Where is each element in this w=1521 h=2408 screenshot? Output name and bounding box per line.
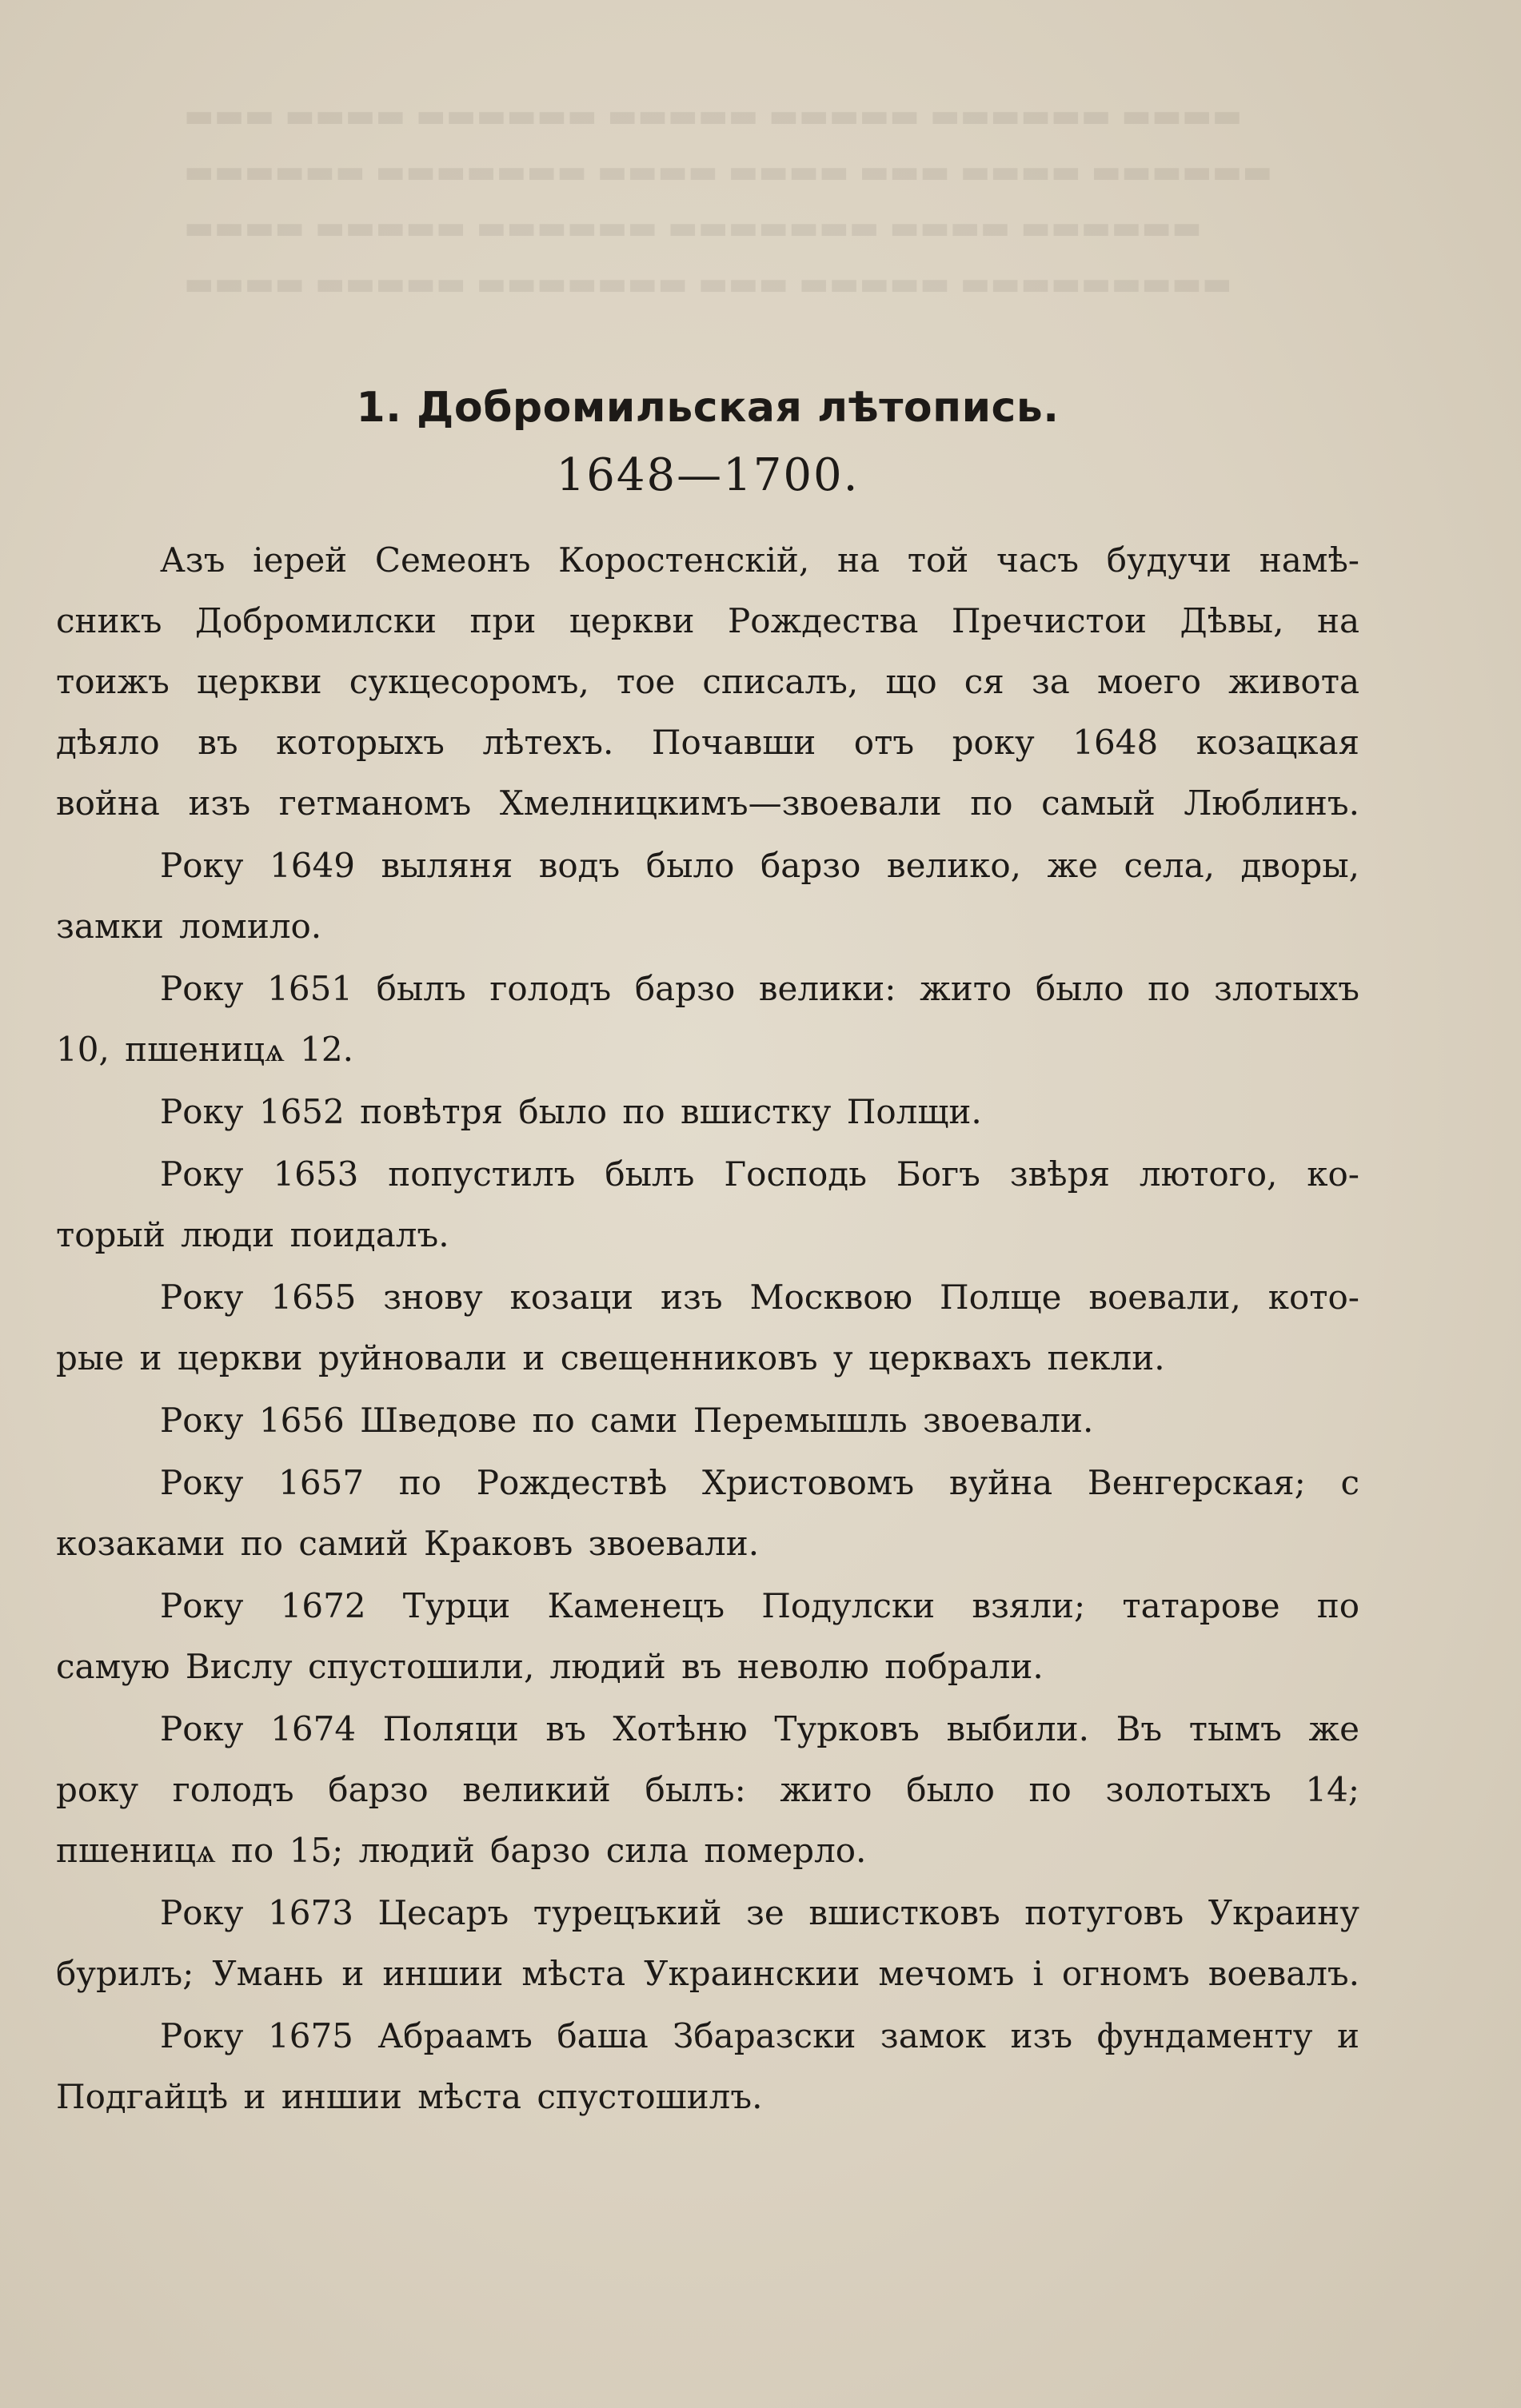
text-line: Року 1657 по Рождествѣ Христовомъ вуйна Венгерская; с [160,1463,1359,1502]
paragraph [56,1267,1359,1389]
text-line: Року 1673 Цесаръ турецъкий зе вшистковъ потуговъ Украину [160,1893,1359,1932]
paragraph [56,1144,1359,1266]
paragraph [56,2006,1359,2127]
text-line: война изъ гетманомъ Хмелницкимъ—звоевали по самый Люблинъ. [56,783,1359,823]
text-line: Року 1652 повѣтря было по вшистку Полщи. [160,1092,982,1131]
paragraph [56,1390,1359,1451]
text-line: замки ломило. [56,907,322,946]
text-line: тоижъ церкви сукцесоромъ, тое списалъ, що ся за моего живота [56,662,1359,701]
paragraph [56,1453,1359,1574]
text-line: Року 1655 знову козаци изъ Москвою Полще воевали, кото- [160,1278,1359,1317]
text-line: рые и церкви руйновали и свещенниковъ у церквахъ пекли. [56,1338,1165,1377]
text-line: торый люди поидалъ. [56,1215,449,1254]
show-through-text: ▬▬▬ ▬▬▬▬ ▬▬▬▬▬▬ ▬▬▬▬▬ ▬▬▬▬▬ ▬▬▬▬▬▬ ▬▬▬▬ ▬▬▬▬▬▬ ▬▬▬▬▬▬▬ ▬▬▬▬ ▬▬▬▬ ▬▬▬ ▬▬▬▬ ▬▬▬▬▬▬ ▬▬▬▬ ▬▬▬▬▬ ▬▬▬▬▬▬ ▬▬▬▬▬▬▬ ▬▬▬▬ ▬▬▬▬▬▬ ▬▬▬▬ ▬▬▬▬▬ ▬▬▬▬▬▬▬ ▬▬▬ ▬▬▬▬▬ ▬▬▬▬▬▬▬▬▬ [184,98,1273,302]
text-line: Року 1649 выляня водъ было барзо велико, же села, дворы, [160,846,1359,885]
text-line: пшеницѧ по 15; людий барзо сила померло. [56,1831,867,1870]
document-content [56,384,1359,2129]
text-line: Року 1656 Шведове по сами Перемышль звоевали. [160,1401,1094,1440]
text-line: козаками по самий Краковъ звоевали. [56,1524,760,1563]
paragraph [56,1082,1359,1142]
text-line: сникъ Добромилски при церкви Рождества Пречистои Дѣвы, на [56,601,1359,640]
text-line: 10, пшеницѧ 12. [56,1030,353,1069]
text-line: Року 1653 попустилъ былъ Господь Богъ звѣря лютого, ко- [160,1154,1359,1194]
text-line: Року 1674 Поляци въ Хотѣню Турковъ выбили. Въ тымъ же [160,1709,1359,1748]
paragraph [56,530,1359,834]
paragraph [56,959,1359,1080]
date-range: 1648—1700. [556,449,860,501]
paragraph [56,1699,1359,1881]
text-line: Року 1672 Турци Каменецъ Подулски взяли; татарове по [160,1586,1359,1625]
text-line: дѣяло въ которыхъ лѣтехъ. Почавши отъ року 1648 козацкая [56,723,1359,762]
paragraph [56,835,1359,957]
text-line: Року 1651 былъ голодъ барзо велики: жито было по злотыхъ [160,969,1359,1008]
text-line: самую Вислу спустошили, людий въ неволю побрали. [56,1647,1044,1686]
paragraph [56,1576,1359,1697]
page-title: 1. Добромильская лѣтопись. [356,384,1060,432]
text-line: бурилъ; Умань и иншии мѣста Украинскии мечомъ і огномъ воевалъ. [56,1954,1359,1993]
text-line: Року 1675 Абраамъ баша Збаразски замок изъ фундаменту и [160,2016,1359,2055]
paragraph [56,1883,1359,2004]
text-line: Азъ іерей Семеонъ Коростенскій, на той часъ будучи намѣ- [160,540,1359,580]
text-line: Подгайцѣ и иншии мѣста спустошилъ. [56,2077,763,2116]
text-line: року голодъ барзо великий былъ: жито было по золотыхъ 14; [56,1770,1359,1809]
